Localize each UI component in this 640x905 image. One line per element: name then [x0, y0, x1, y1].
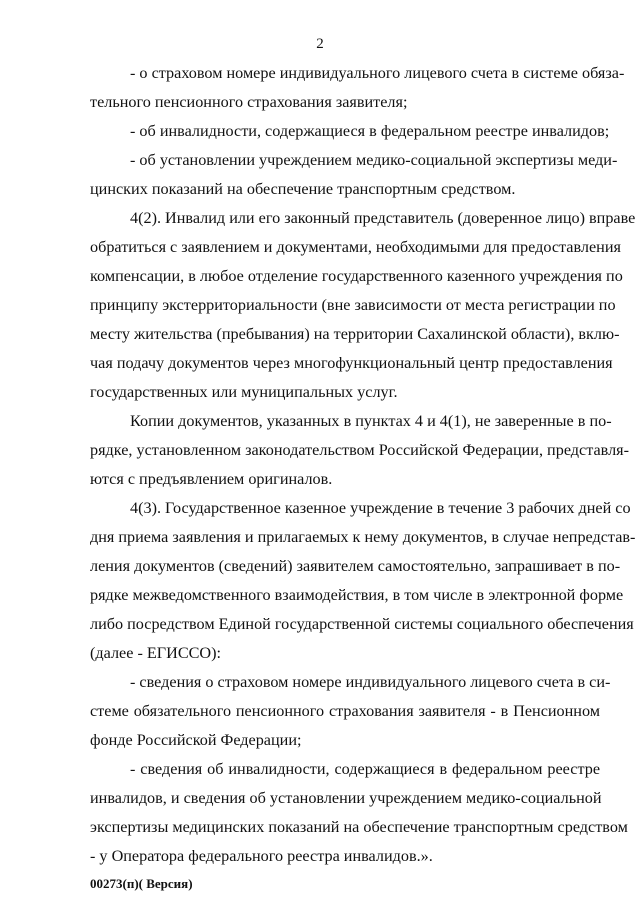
text-line: либо посредством Единой государственной системы социального обеспечения — [90, 615, 634, 633]
text-line: экспертизы медицинских показаний на обеспечение транспортным средством — [90, 818, 628, 836]
text-line: - об установлении учреждением медико-социальной экспертизы меди- — [130, 151, 618, 169]
text-line: компенсации, в любое отделение государственного казенного учреждения по — [90, 267, 623, 285]
text-line: инвалидов, и сведения об установлении учреждением медико-социальной — [90, 789, 602, 807]
text-line: - о страховом номере индивидуального лицевого счета в системе обяза- — [130, 64, 625, 82]
text-line: цинских показаний на обеспечение транспортным средством. — [90, 180, 516, 198]
text-line: чая подачу документов через многофункциональный центр предоставления — [90, 354, 613, 372]
text-line: государственных или муниципальных услуг. — [90, 383, 398, 401]
text-line: фонде Российской Федерации; — [90, 731, 302, 749]
text-line: Копии документов, указанных в пунктах 4 и 4(1), не заверенные в по- — [130, 412, 612, 430]
text-line: ются с предъявлением оригиналов. — [90, 470, 333, 488]
page-number: 2 — [316, 36, 324, 52]
text-line: стеме обязательного пенсионного страхования заявителя - в Пенсионном — [90, 702, 600, 720]
document-footer-code: 00273(п)( Версия) — [90, 876, 193, 891]
text-line: месту жительства (пребывания) на территории Сахалинской области), вклю- — [90, 325, 620, 343]
text-line: - сведения об инвалидности, содержащиеся в федеральном реестре — [130, 760, 600, 778]
text-line: обратиться с заявлением и документами, необходимыми для предоставления — [90, 238, 621, 256]
text-line: - у Оператора федерального реестра инвалидов.». — [90, 847, 433, 865]
text-line: тельного пенсионного страхования заявителя; — [90, 93, 408, 111]
text-line: рядке межведомственного взаимодействия, в том числе в электронной форме — [90, 586, 624, 604]
text-line: (далее - ЕГИССО): — [90, 644, 221, 662]
text-line: дня приема заявления и прилагаемых к нему документов, в случае непредстав- — [90, 528, 636, 546]
text-line: принципу экстерриториальности (вне зависимости от места регистрации по — [90, 296, 616, 314]
text-line: - сведения о страховом номере индивидуального лицевого счета в си- — [130, 673, 611, 691]
text-line: рядке, установленном законодательством Российской Федерации, представля- — [90, 441, 630, 459]
text-line: 4(2). Инвалид или его законный представитель (доверенное лицо) вправе — [130, 209, 636, 227]
text-line: 4(3). Государственное казенное учреждение в течение 3 рабочих дней со — [130, 499, 631, 517]
text-line: ления документов (сведений) заявителем самостоятельно, запрашивает в по- — [90, 557, 621, 575]
text-line: - об инвалидности, содержащиеся в федеральном реестре инвалидов; — [130, 122, 610, 140]
